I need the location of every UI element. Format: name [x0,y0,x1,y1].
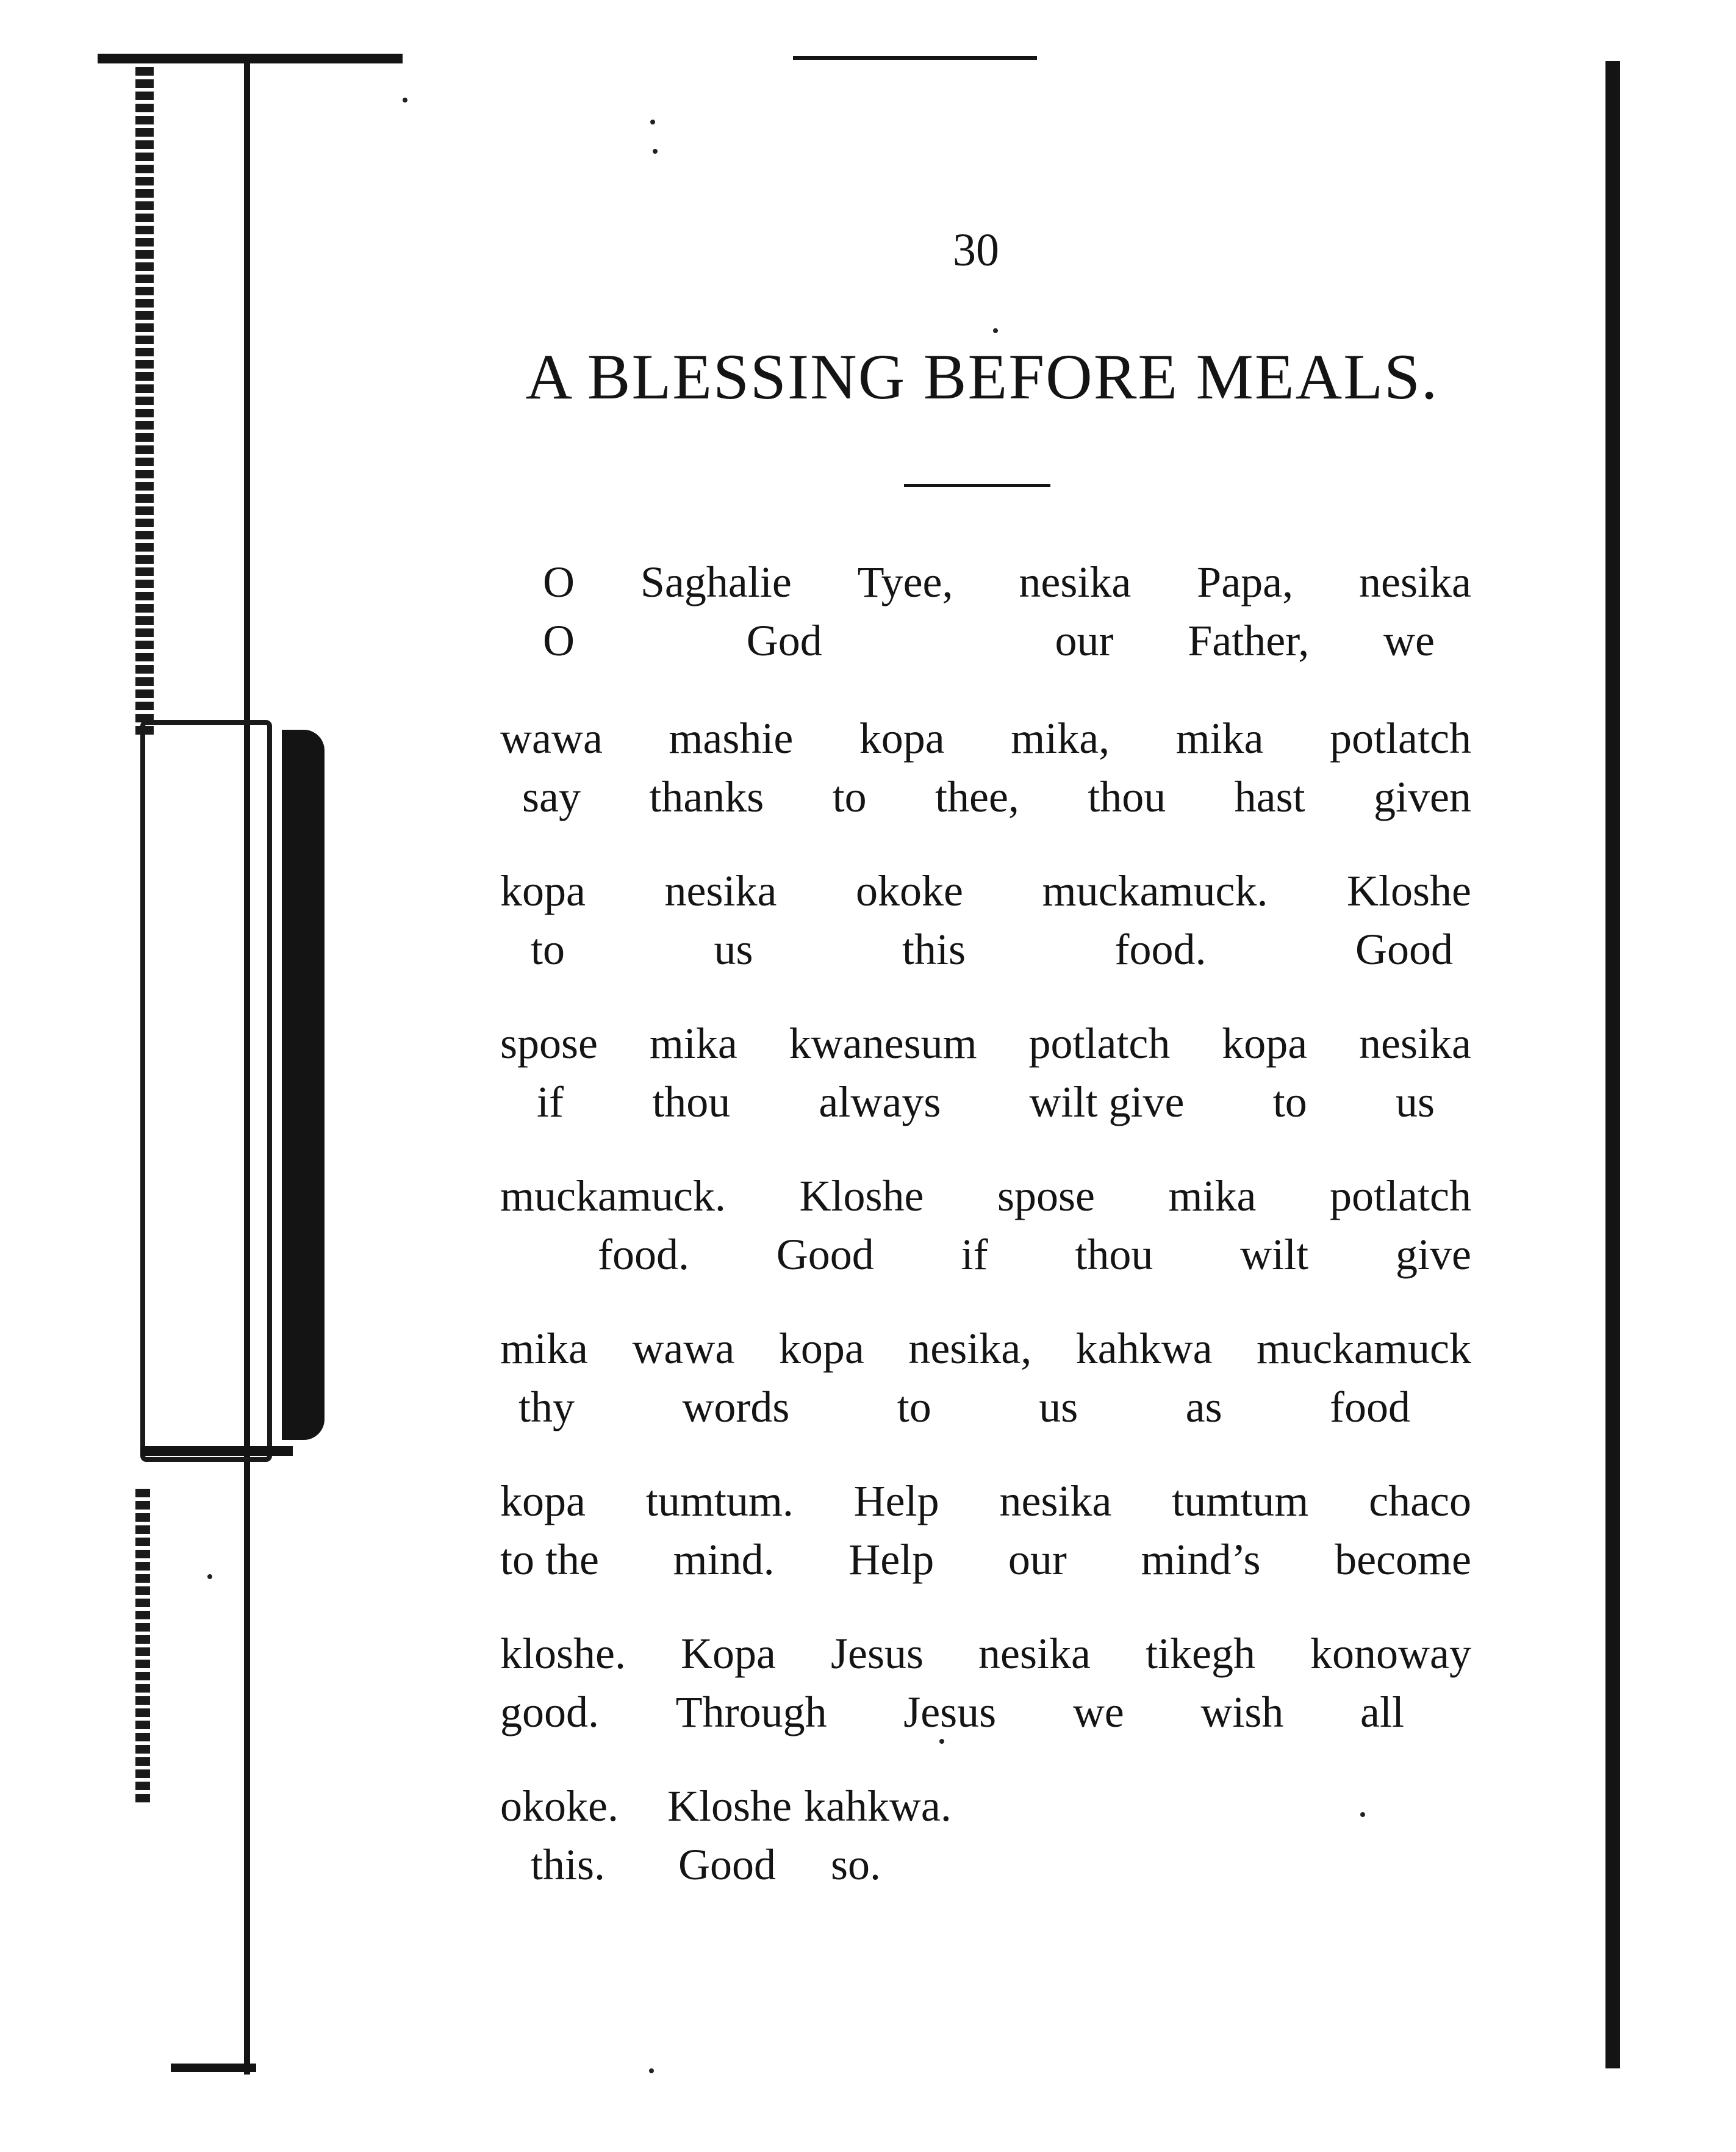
word: us [714,925,753,974]
word: wilt give [1029,1078,1185,1126]
word: mind’s [1141,1535,1261,1584]
word: Saghalie [640,558,792,606]
word: muckamuck. [1042,866,1268,915]
word: thou [652,1078,731,1126]
stanza-8 [500,1624,1471,1741]
word: this. [531,1840,606,1889]
left-binding-edge-lower [135,1489,150,1806]
chinook-line [500,553,1471,611]
word: thou [1088,772,1166,821]
word: say [522,772,581,821]
word: kopa [778,1324,864,1373]
word: if [537,1078,564,1126]
right-page-edge [1605,61,1620,2068]
stanza-2 [500,709,1471,826]
stanza-9 [500,1777,1049,1894]
word: nesika [1359,1019,1471,1068]
word: O [543,558,575,606]
chinook-line [500,1624,1471,1683]
speck [653,149,658,154]
stanza-4 [500,1014,1471,1131]
word: nesika, [908,1324,1032,1373]
word: tumtum. [645,1477,794,1525]
word: as [1185,1383,1222,1431]
chinook-line [500,1014,1471,1073]
chinook-line [500,862,1471,920]
word: Help [848,1535,934,1584]
binding-clip-bar [282,730,325,1440]
chinook-line [500,1472,1471,1530]
page-number: 30 [953,225,999,276]
word: food. [598,1230,689,1279]
word: Help [853,1477,939,1525]
word: spose [997,1171,1095,1220]
english-line [500,1378,1471,1436]
word: kopa [500,1477,586,1525]
word: our [1055,616,1114,665]
word: us [1039,1383,1078,1431]
word: kahkwa [1075,1324,1213,1373]
word: to [897,1383,931,1431]
word: food [1330,1383,1410,1431]
word: muckamuck. [500,1171,726,1220]
word: this [902,925,966,974]
english-line [500,1835,1049,1894]
english-line [500,1683,1471,1741]
english-line [500,611,1471,670]
word: kopa [500,866,586,915]
word: mika [1168,1171,1257,1220]
stanza-6 [500,1319,1471,1436]
word: God [746,616,822,665]
english-line [500,768,1471,826]
word: Tyee, [857,558,953,606]
stanza-1 [500,553,1471,670]
word: us [1395,1078,1435,1126]
top-left-rule [98,54,403,63]
word: so. [831,1840,881,1889]
english-line [500,920,1471,979]
speck [649,2068,654,2073]
word: kopa [1222,1019,1308,1068]
title-divider [904,484,1050,487]
word: potlatch [1330,1171,1471,1220]
word: Through [675,1688,827,1736]
word: Jesus [903,1688,997,1736]
chinook-line [500,1319,1471,1378]
word: to [832,772,867,821]
word: tumtum [1172,1477,1309,1525]
word: food. [1114,925,1207,974]
word: thy [518,1383,575,1431]
top-center-rule [793,56,1037,60]
word: kwanesum [789,1019,977,1068]
word: always [819,1078,941,1126]
word: thou [1075,1230,1153,1279]
word: spose [500,1019,598,1068]
word: Kopa [681,1629,776,1678]
word: wawa [500,714,603,763]
word: wish [1200,1688,1284,1736]
word: words [682,1383,790,1431]
word: if [961,1230,988,1279]
word: nesika [999,1477,1112,1525]
word: nesika [978,1629,1091,1678]
word: okoke [856,866,963,915]
word: kopa [859,714,945,763]
word: all [1360,1688,1404,1736]
page-title: A BLESSING BEFORE MEALS. [525,341,1439,412]
stanza-7 [500,1472,1471,1589]
word: kloshe. [500,1629,626,1678]
word: our [1008,1535,1067,1584]
binding-clip-outline [140,720,272,1462]
word: okoke. [500,1782,619,1830]
word: good. [500,1688,599,1736]
stanza-5 [500,1167,1471,1284]
word: Jesus [831,1629,924,1678]
word: given [1373,772,1471,821]
chinook-line [500,709,1471,768]
stanza-3 [500,862,1471,979]
word: Good [776,1230,874,1279]
speck [650,120,655,124]
word: thanks [649,772,764,821]
word: mashie [669,714,794,763]
word: potlatch [1028,1019,1171,1068]
chinook-line [500,1167,1471,1225]
word: give [1395,1230,1471,1279]
left-binding-edge [135,67,154,738]
word: potlatch [1330,714,1471,763]
word: mika [1175,714,1264,763]
word: Papa, [1197,558,1294,606]
word: hast [1234,772,1305,821]
english-line [500,1073,1471,1131]
bottom-left-rule [171,2064,256,2072]
chinook-line [500,1777,1049,1835]
word: Kloshe [799,1171,924,1220]
word: mika [649,1019,737,1068]
speck [207,1574,212,1579]
word: mika, [1011,714,1110,763]
word: Kloshe [667,1782,792,1830]
word: wilt [1240,1230,1309,1279]
word: O [543,616,575,665]
word: Good [1355,925,1453,974]
word: konoway [1310,1629,1471,1678]
word: muckamuck [1257,1324,1471,1373]
binding-clip-bottom [140,1446,293,1456]
word: we [1072,1688,1124,1736]
word: Kloshe [1347,866,1471,915]
english-line [500,1225,1471,1284]
word: wawa [632,1324,735,1373]
word: mika [500,1324,588,1373]
word: we [1383,616,1435,665]
word: thee, [935,772,1019,821]
word: Good [678,1840,777,1889]
word: to the [500,1535,599,1584]
word: to [531,925,565,974]
word: nesika [1019,558,1132,606]
word: tikegh [1146,1629,1255,1678]
speck [993,328,998,333]
word: nesika [664,866,777,915]
speck [403,98,407,103]
speck [1360,1812,1365,1817]
word: mind. [673,1535,775,1584]
word: to [1272,1078,1307,1126]
word: nesika [1359,558,1471,606]
word: chaco [1369,1477,1471,1525]
word: become [1335,1535,1471,1584]
word: Father, [1188,616,1310,665]
word: kahkwa. [803,1782,952,1830]
english-line [500,1530,1471,1589]
